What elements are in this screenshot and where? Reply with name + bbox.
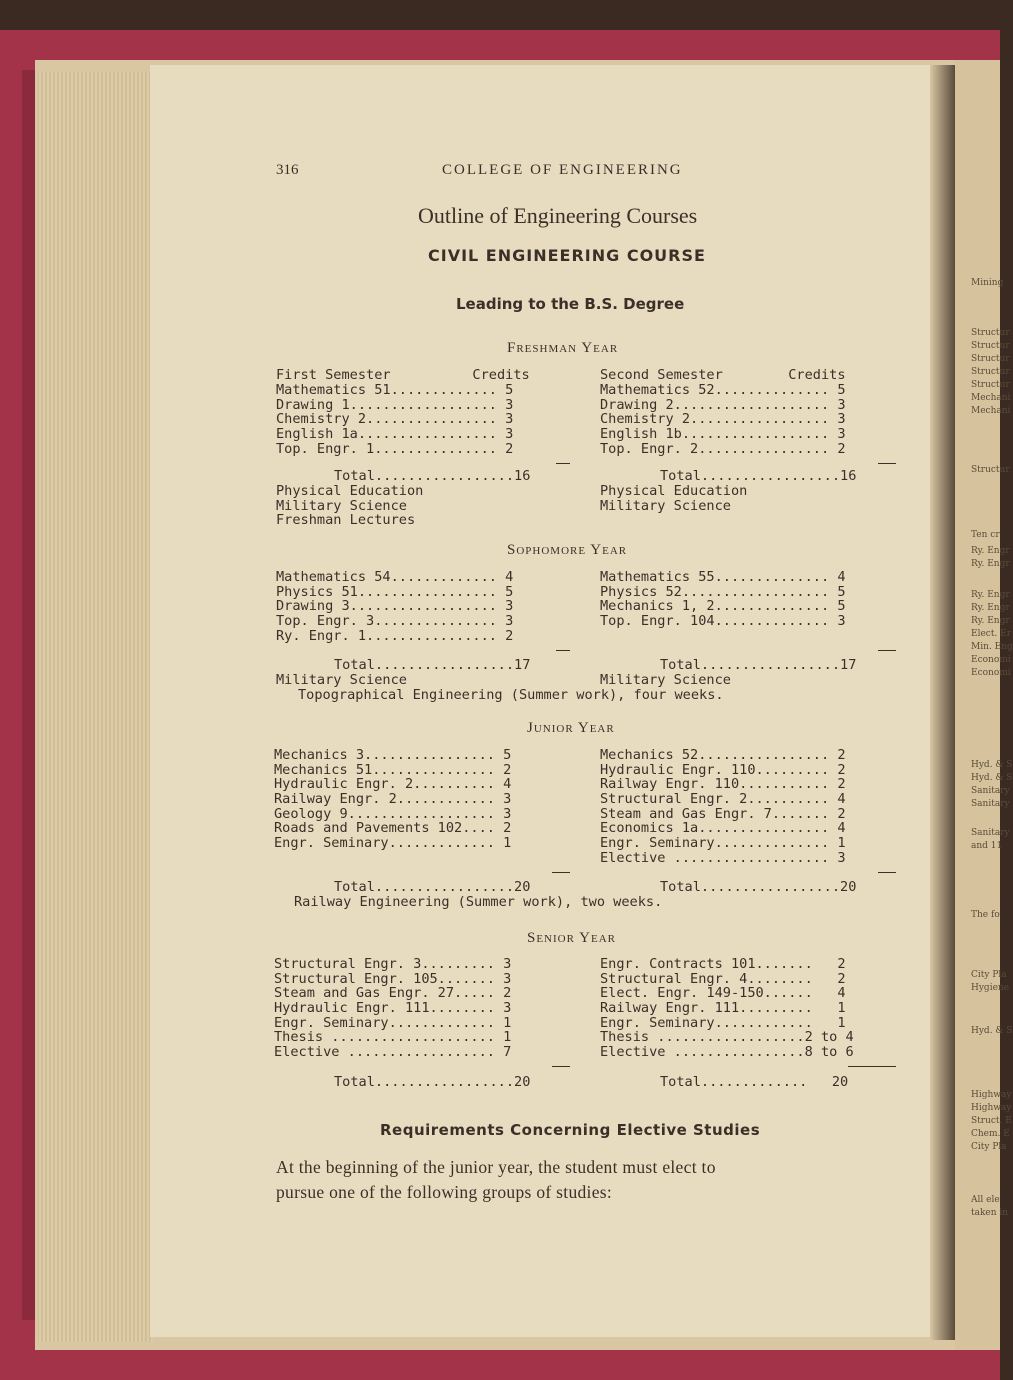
course-line: Economics 1a................ 4	[600, 820, 846, 837]
page-title: Outline of Engineering Courses	[418, 203, 698, 228]
note-line: Military Science	[276, 497, 407, 514]
course-line: Mechanics 1, 2.............. 5	[600, 598, 846, 615]
course-line: English 1a................. 3	[276, 426, 514, 443]
next-page-text: Structur	[971, 341, 1010, 351]
course-line: Engr. Contracts 101....... 2	[600, 956, 846, 972]
course-line: Mechanics 52................ 2	[600, 747, 846, 763]
freshman-right-header: Second Semester Credits	[600, 367, 846, 383]
sophomore-left-list	[276, 570, 513, 643]
junior-right-rule	[878, 872, 896, 873]
senior-right-rule	[848, 1066, 896, 1067]
next-page-text: Highway	[971, 1103, 1012, 1113]
sophomore-left-note: Military Science	[276, 672, 407, 688]
next-page-text: Hyd. & S	[971, 760, 1013, 770]
senior-left-rule	[552, 1066, 570, 1067]
sophomore-right-rule	[878, 650, 896, 651]
next-page-text: Hyd. & S	[971, 773, 1013, 783]
running-head: COLLEGE OF ENGINEERING	[442, 162, 683, 178]
next-page-text: Ry. Engr	[971, 546, 1010, 556]
requirements-text-line-2: pursue one of the following groups of studies:	[276, 1182, 613, 1202]
course-line: Engr. Seminary............. 1	[274, 1014, 512, 1031]
next-page-text: Structur	[971, 354, 1010, 364]
course-line: Roads and Pavements 102.... 2	[274, 820, 512, 837]
sophomore-heading: Sophomore Year	[507, 542, 628, 558]
freshman-left-total: Total.................16	[334, 468, 531, 484]
next-page-text: Sanitary	[971, 799, 1010, 809]
next-page-text: Mining	[971, 278, 1004, 288]
course-line: Geology 9.................. 3	[274, 805, 512, 822]
junior-summer-work: Railway Engineering (Summer work), two weeks.	[294, 894, 663, 910]
next-page-text: The fo	[971, 910, 1000, 920]
senior-left-list	[274, 957, 511, 1060]
next-page-text: Hyd. & S	[971, 1026, 1013, 1036]
course-line: Top. Engr. 2................ 2	[600, 440, 846, 457]
freshman-heading: Freshman Year	[507, 340, 619, 356]
course-line: Mathematics 54............. 4	[276, 569, 514, 585]
course-line: Structural Engr. 4........ 2	[600, 970, 846, 987]
course-line: Thesis ..................2 to 4	[600, 1029, 854, 1046]
senior-heading: Senior Year	[527, 930, 616, 946]
freshman-left-header: First Semester Credits	[276, 367, 530, 383]
senior-left-total: Total.................20	[334, 1074, 531, 1090]
course-line: Drawing 2................... 3	[600, 396, 846, 413]
course-line: Engr. Seminary.............. 1	[600, 835, 846, 852]
next-page-text: Ten cr	[971, 530, 1000, 540]
next-page-text: City Pla	[971, 970, 1007, 980]
freshman-left-notes	[276, 484, 423, 528]
next-page-text: and 11	[971, 841, 1003, 851]
requirements-text-line-1: At the beginning of the junior year, the student must elect to	[276, 1157, 716, 1177]
junior-heading: Junior Year	[527, 720, 615, 736]
freshman-right-rule	[878, 463, 896, 464]
sophomore-left-total: Total.................17	[334, 657, 531, 673]
next-page-text: Mechani	[971, 393, 1011, 403]
course-line: Top. Engr. 104.............. 3	[600, 613, 846, 630]
course-line: Top. Engr. 3............... 3	[276, 613, 514, 630]
course-line: Drawing 3.................. 3	[276, 598, 514, 615]
next-page-text: Chem. E	[971, 1129, 1010, 1139]
next-page-text: Structur	[971, 367, 1010, 377]
next-page-text: Struct. E	[971, 1116, 1012, 1126]
sophomore-right-note: Military Science	[600, 672, 731, 688]
junior-right-total: Total.................20	[660, 879, 857, 895]
next-page-text: Sanitary	[971, 828, 1010, 838]
note-line: Freshman Lectures	[276, 512, 416, 529]
course-line: Mathematics 51............. 5	[276, 382, 514, 398]
junior-right-list	[600, 748, 846, 866]
course-line: Hydraulic Engr. 110......... 2	[600, 761, 846, 778]
course-line: Drawing 1.................. 3	[276, 396, 514, 413]
next-page-text: Hygiene	[971, 983, 1010, 993]
course-line: Railway Engr. 110........... 2	[600, 776, 846, 793]
next-page-text: City Pla	[971, 1142, 1007, 1152]
course-line: Structural Engr. 105....... 3	[274, 970, 512, 987]
freshman-right-notes	[600, 484, 747, 513]
course-line: Steam and Gas Engr. 27..... 2	[274, 985, 512, 1002]
course-line: Engr. Seminary............. 1	[274, 835, 512, 852]
next-page-text: Highway	[971, 1090, 1012, 1100]
course-line: English 1b.................. 3	[600, 426, 846, 443]
next-page-text: All ele	[971, 1195, 1000, 1205]
course-line: Mathematics 55.............. 4	[600, 569, 846, 585]
next-page-text: Min. Eng	[971, 642, 1013, 652]
course-line: Structural Engr. 3......... 3	[274, 956, 512, 972]
sophomore-left-rule	[556, 650, 570, 651]
next-page-text: Economi	[971, 668, 1011, 678]
course-line: Railway Engr. 2............ 3	[274, 791, 512, 808]
course-line: Elective ................8 to 6	[600, 1044, 854, 1061]
course-line: Mechanics 3................ 5	[274, 747, 512, 763]
freshman-left-list	[276, 383, 513, 456]
course-line: Ry. Engr. 1................ 2	[276, 627, 514, 644]
course-line: Hydraulic Engr. 2.......... 4	[274, 776, 512, 793]
page-edges	[38, 72, 153, 1342]
next-page-text: Ry. Engr	[971, 590, 1010, 600]
note-line: Physical Education	[276, 483, 424, 499]
freshman-right-total: Total.................16	[660, 468, 857, 484]
next-page-text: Structur	[971, 328, 1010, 338]
next-page-text: taken in	[971, 1208, 1009, 1218]
freshman-right-list	[600, 383, 846, 456]
senior-right-total: Total............. 20	[660, 1074, 849, 1090]
sophomore-right-list	[600, 570, 846, 629]
course-line: Chemistry 2................. 3	[600, 411, 846, 428]
junior-left-total: Total.................20	[334, 879, 531, 895]
note-line: Military Science	[600, 497, 731, 514]
course-line: Chemistry 2................ 3	[276, 411, 514, 428]
next-page-text: Elect. Er	[971, 629, 1012, 639]
next-page-text: Structur	[971, 380, 1010, 390]
junior-left-list	[274, 748, 511, 851]
course-line: Engr. Seminary............ 1	[600, 1014, 846, 1031]
requirements-heading: Requirements Concerning Elective Studies	[380, 1121, 761, 1139]
course-line: Elective .................. 7	[274, 1044, 512, 1061]
next-page-fragment	[955, 60, 1013, 1350]
course-line: Mathematics 52.............. 5	[600, 382, 846, 398]
sophomore-summer-work: Topographical Engineering (Summer work), four weeks.	[298, 687, 724, 703]
course-line: Steam and Gas Engr. 7....... 2	[600, 805, 846, 822]
course-line: Thesis .................... 1	[274, 1029, 512, 1046]
next-page-text: Mechani	[971, 406, 1011, 416]
course-line: Physics 52.................. 5	[600, 583, 846, 600]
page-number: 316	[276, 162, 299, 178]
course-line: Mechanics 51............... 2	[274, 761, 512, 778]
next-page-text: Ry. Engr	[971, 559, 1010, 569]
course-line: Hydraulic Engr. 111........ 3	[274, 1000, 512, 1017]
junior-left-rule	[552, 872, 570, 873]
course-line: Structural Engr. 2.......... 4	[600, 791, 846, 808]
course-line: Physics 51................. 5	[276, 583, 514, 600]
course-line: Elect. Engr. 149-150...... 4	[600, 985, 846, 1002]
next-page-text: Ry. Engr	[971, 603, 1010, 613]
degree-subtitle: Leading to the B.S. Degree	[456, 295, 685, 313]
course-title: CIVIL ENGINEERING COURSE	[428, 246, 706, 265]
next-page-text: Economi	[971, 655, 1011, 665]
freshman-left-rule	[556, 463, 570, 464]
course-line: Railway Engr. 111......... 1	[600, 1000, 846, 1017]
senior-right-list	[600, 957, 854, 1060]
next-page-text: Structur	[971, 465, 1010, 475]
note-line: Physical Education	[600, 483, 748, 499]
next-page-text: Ry. Engr	[971, 616, 1010, 626]
sophomore-right-total: Total.................17	[660, 657, 857, 673]
next-page-text: Sanitary	[971, 786, 1010, 796]
course-line: Elective ................... 3	[600, 849, 846, 866]
course-line: Top. Engr. 1............... 2	[276, 440, 514, 457]
book-gutter	[930, 65, 955, 1340]
